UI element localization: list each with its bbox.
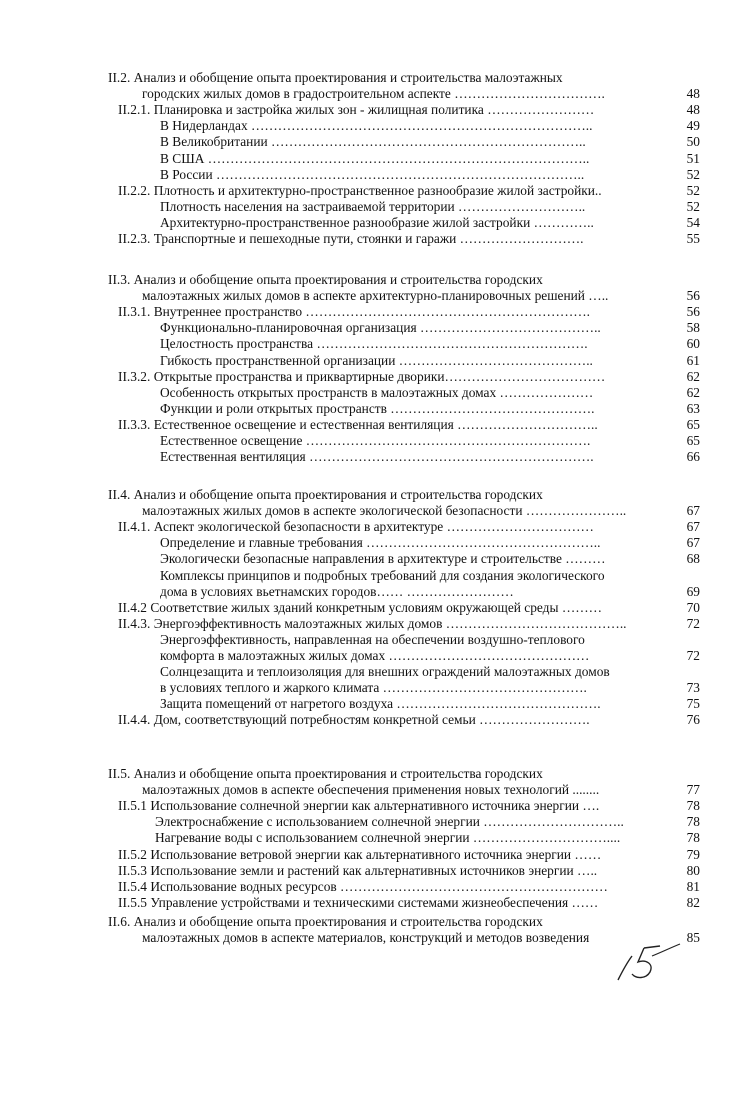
toc-entry-title: Экологически безопасные направления в архитектуре и строительстве ………	[160, 551, 606, 567]
toc-entry	[160, 401, 595, 417]
toc-entry	[160, 385, 593, 401]
toc-page-number: 62	[686, 384, 700, 400]
toc-entry	[118, 417, 598, 433]
toc-page-number: 55	[686, 231, 700, 246]
toc-entry-title: Энергоэффективность, направленная на обеспечении воздушно-теплового	[160, 631, 585, 647]
toc-entry	[160, 535, 600, 551]
toc-entry-title: Защита помещений от нагретого воздуха ……………………………………….	[160, 696, 601, 712]
toc-entry-title: II.2. Анализ и обобщение опыта проектирования и строительства малоэтажных	[108, 70, 563, 85]
toc-page-number: 70	[686, 599, 700, 615]
toc-entry	[160, 664, 610, 680]
toc-entry-title: Комплексы принципов и подробных требований для создания экологического	[160, 567, 605, 583]
toc-entry	[160, 134, 586, 150]
toc-entry-title: Естественное освещение ……………………………………………………….	[160, 433, 591, 448]
toc-page-number: 65	[686, 416, 700, 432]
toc-entry	[108, 766, 543, 782]
toc-entry	[142, 503, 626, 519]
toc-entry	[108, 487, 543, 503]
toc-page-number: 60	[686, 336, 700, 352]
toc-entry	[108, 70, 563, 86]
toc-entry	[142, 86, 605, 102]
toc-entry-title: II.3. Анализ и обобщение опыта проектирования и строительства городских	[108, 272, 543, 287]
toc-entry-title: II.5. Анализ и обобщение опыта проектирования и строительства городских	[108, 766, 543, 781]
toc-page-number: 81	[686, 878, 700, 894]
toc-entry	[118, 102, 594, 118]
toc-page-number: 65	[686, 433, 700, 448]
toc-entry-title: Функции и роли открытых пространств ……………………………………….	[160, 400, 595, 416]
toc-entry-title: малоэтажных домов в аспекте обеспечения применения новых технологий ........	[142, 782, 600, 798]
toc-entry	[155, 830, 620, 846]
toc-page-number: 48	[686, 102, 700, 118]
toc-entry-title: Нагревание воды с использованием солнечной энергии …………………………....	[155, 830, 621, 846]
toc-entry-title: городских жилых домов в градостроительном аспекте …………………………….	[142, 86, 605, 102]
toc-entry	[160, 449, 594, 465]
toc-entry	[118, 183, 602, 199]
toc-entry-title: II.4.4. Дом, соответствующий потребностям конкретной семьи …………………….	[118, 712, 590, 728]
toc-page-number: 61	[686, 352, 700, 368]
toc-entry-title: малоэтажных жилых домов в аспекте архитектурно-планировочных решений …..	[142, 288, 609, 304]
toc-entry-title: II.4. Анализ и обобщение опыта проектирования и строительства городских	[108, 487, 543, 502]
toc-entry	[160, 320, 601, 336]
toc-page-number: 56	[686, 304, 700, 320]
toc-page-number: 72	[686, 615, 700, 631]
toc-entry-title: II.5.5 Управление устройствами и техническими системами жизнеобеспечения ……	[118, 894, 599, 910]
toc-page-number: 72	[686, 648, 700, 663]
toc-entry	[118, 369, 605, 385]
toc-entry	[108, 914, 543, 930]
toc-entry	[118, 519, 594, 535]
toc-entry	[160, 568, 605, 584]
toc-entry-title: II.5.1 Использование солнечной энергии как альтернативного источника энергии ….	[118, 798, 600, 814]
toc-entry	[108, 272, 543, 288]
toc-entry-title: В Великобритании ……………………………………………………………..	[160, 134, 586, 150]
toc-page-number: 52	[686, 182, 700, 198]
toc-entry	[118, 863, 597, 879]
toc-entry-title: II.3.3. Естественное освещение и естественная вентиляция …………………………..	[118, 416, 598, 432]
toc-page-number: 48	[686, 86, 700, 102]
toc-entry-title: Функционально-планировочная организация …………………………………..	[160, 320, 601, 336]
toc-entry-title: Особенность открытых пространств в малоэтажных домах …………………	[160, 384, 594, 400]
toc-page-number: 50	[686, 134, 700, 150]
toc-entry-title: II.4.2 Соответствие жилых зданий конкретным условиям окружающей среды ………	[118, 599, 603, 615]
toc-entry-title: Естественная вентиляция ……………………………………………………….	[160, 449, 594, 465]
toc-entry-title: В Нидерландах …………………………………………………………………..	[160, 118, 593, 134]
toc-page-number: 58	[686, 320, 700, 336]
toc-entry	[118, 895, 598, 911]
toc-page-number: 75	[686, 696, 700, 712]
toc-entry	[118, 304, 590, 320]
toc-page-number: 73	[686, 680, 700, 696]
toc-entry-title: II.5.2 Использование ветровой энергии как альтернативного источника энергии ……	[118, 846, 602, 862]
toc-entry-title: комфорта в малоэтажных жилых домах ………………………………………	[160, 648, 590, 663]
toc-entry-title: II.4.1. Аспект экологической безопасности в архитектуре ……………………………	[118, 519, 594, 535]
toc-page-number: 78	[686, 830, 700, 846]
toc-page-number: 82	[686, 894, 700, 910]
toc-entry	[118, 798, 599, 814]
toc-entry	[118, 616, 627, 632]
toc-entry	[160, 433, 590, 449]
toc-entry	[142, 782, 599, 798]
toc-page-number: 56	[686, 288, 700, 304]
toc-entry	[160, 199, 585, 215]
toc-page-number: 78	[686, 814, 700, 830]
toc-entry	[160, 167, 584, 183]
toc-page-number: 63	[686, 400, 700, 416]
toc-entry	[160, 151, 589, 167]
toc-page-number: 79	[686, 846, 700, 862]
toc-page-number: 78	[686, 798, 700, 814]
toc-page-number: 66	[686, 449, 700, 465]
handwritten-page-number	[614, 942, 684, 988]
toc-page-number: 77	[686, 782, 700, 798]
toc-page-number: 52	[686, 166, 700, 182]
toc-page-number: 80	[686, 862, 700, 878]
toc-entry-title: Солнцезащита и теплоизоляция для внешних ограждений малоэтажных домов	[160, 664, 610, 680]
toc-entry-title: Целостность пространства …………………………………………………….	[160, 336, 588, 352]
toc-entry-title: Архитектурно-пространственное разнообразие жилой застройки …………..	[160, 214, 594, 230]
toc-entry	[118, 600, 602, 616]
toc-page-number: 67	[686, 535, 700, 551]
toc-entry-title: малоэтажных жилых домов в аспекте экологической безопасности …………………..	[142, 503, 627, 519]
toc-page-number: 52	[686, 198, 700, 214]
toc-entry-title: II.3.2. Открытые пространства и приквартирные дворики………………………………	[118, 368, 606, 384]
toc-entry-title: в условиях теплого и жаркого климата ……………………………………….	[160, 680, 587, 696]
toc-entry	[160, 353, 593, 369]
toc-page-number: 85	[686, 930, 700, 946]
toc-entry	[160, 551, 605, 567]
toc-entry	[118, 231, 583, 247]
toc-entry-title: II.2.1. Планировка и застройка жилых зон - жилищная политика ……………………	[118, 102, 595, 118]
toc-page-number: 51	[686, 150, 700, 166]
toc-entry	[160, 118, 592, 134]
toc-entry-title: II.2.3. Транспортные и пешеходные пути, стоянки и гаражи ……………………….	[118, 231, 584, 246]
toc-page-number: 62	[686, 368, 700, 384]
toc-entry-title: Гибкость пространственной организации ……………………………………..	[160, 352, 593, 368]
toc-entry-title: В России ………………………………………………………………………..	[160, 166, 585, 182]
toc-entry-title: В США …………………………………………………………………………..	[160, 150, 590, 166]
toc-page-number: 49	[686, 118, 700, 134]
toc-entry-title: Электроснабжение с использованием солнечной энергии …………………………..	[155, 814, 624, 830]
toc-page-number: 68	[686, 551, 700, 567]
toc-entry	[160, 336, 588, 352]
toc-entry-title: Плотность населения на застраиваемой территории ………………………..	[160, 198, 586, 214]
toc-entry	[142, 288, 608, 304]
toc-page-number: 69	[686, 583, 700, 599]
toc-page-number: 67	[686, 503, 700, 519]
toc-entry-title: Определение и главные требования ……………………………………………..	[160, 535, 601, 551]
toc-entry	[160, 680, 587, 696]
toc-entry-title: дома в условиях вьетнамских городов…… ……………………	[160, 583, 514, 599]
toc-entry-title: II.4.3. Энергоэффективность малоэтажных жилых домов …………………………………..	[118, 615, 627, 631]
toc-entry-title: II.3.1. Внутреннее пространство ……………………………………………………….	[118, 304, 590, 320]
toc-page-number: 76	[686, 712, 700, 728]
toc-entry	[160, 584, 514, 600]
toc-entry-title: II.2.2. Плотность и архитектурно-пространственное разнообразие жилой застройки..	[118, 182, 602, 198]
toc-entry	[142, 930, 589, 946]
toc-entry	[160, 648, 589, 664]
toc-entry	[155, 814, 624, 830]
toc-entry-title: II.6. Анализ и обобщение опыта проектирования и строительства городских	[108, 914, 543, 929]
toc-entry	[118, 712, 590, 728]
toc-entry-title: II.5.4 Использование водных ресурсов ……………………………………………………	[118, 878, 608, 894]
toc-entry-title: малоэтажных домов в аспекте материалов, конструкций и методов возведения	[142, 930, 590, 946]
toc-page-number: 54	[686, 214, 700, 230]
toc-entry	[160, 215, 594, 231]
toc-entry-title: II.5.3 Использование земли и растений как альтернативных источников энергии …..	[118, 862, 598, 878]
toc-entry	[160, 632, 585, 648]
toc-entry	[160, 696, 601, 712]
toc-entry	[118, 879, 608, 895]
toc-page-number: 67	[686, 519, 700, 535]
toc-entry	[118, 847, 601, 863]
